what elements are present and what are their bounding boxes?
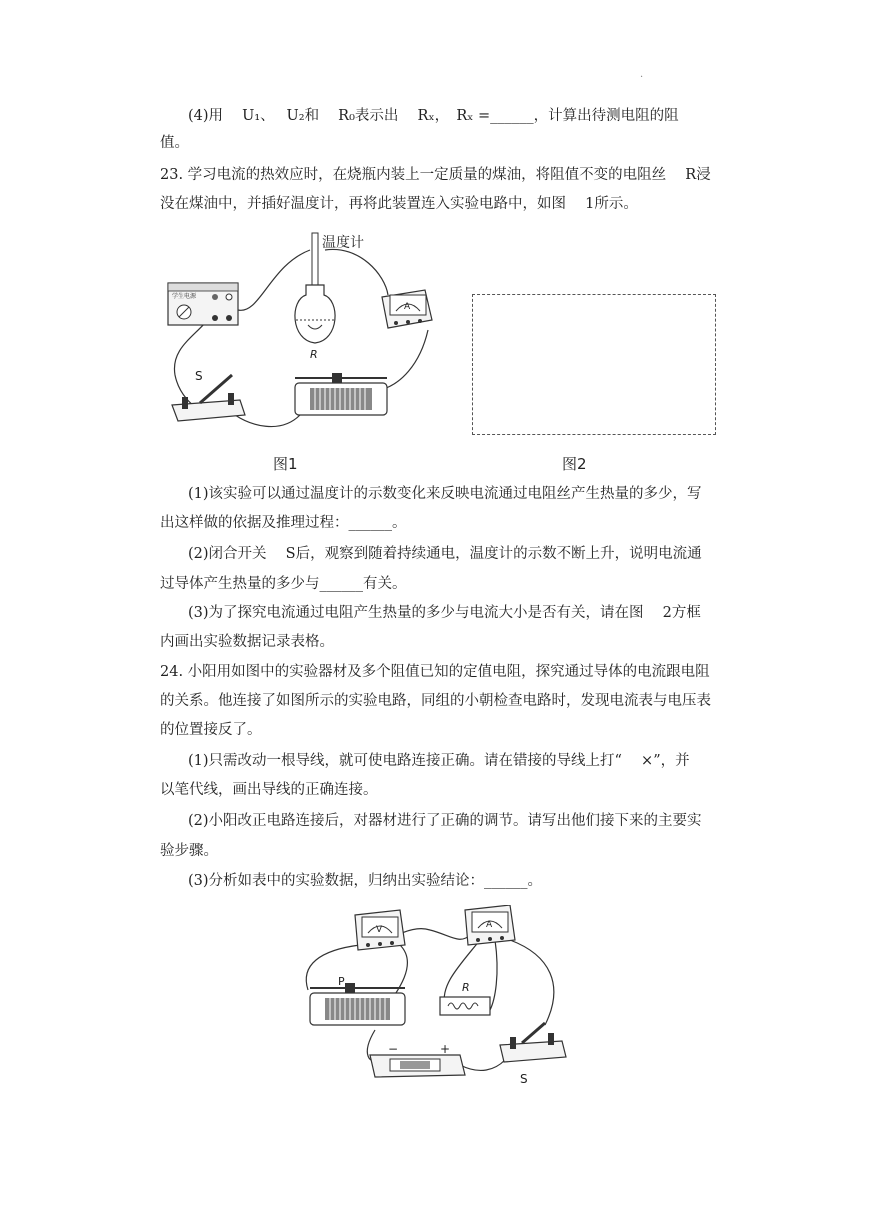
thermometer-label: 温度计	[322, 235, 364, 251]
wire	[510, 940, 554, 1025]
power-supply	[168, 283, 238, 325]
page-dot: ·	[640, 72, 644, 83]
q24-stem-line2: 的关系。他连接了如图所示的实验电路，同组的小朝检查电路时，发现电流表与电压表	[160, 693, 711, 709]
q23-part2-line2: 过导体产生热量的多少与______有关。	[160, 576, 407, 592]
q22-part4-line2: 值。	[160, 135, 189, 151]
q23-stem-line2: 没在煤油中，并插好温度计，再将此装置连入实验电路中，如图 1所示。	[160, 196, 638, 212]
figure-q24-circuit	[300, 905, 570, 1090]
wire	[490, 940, 497, 1010]
q24-stem-line1: 24. 小阳用如图中的实验器材及多个阻值已知的定值电阻，探究通过导体的电流跟电阻	[160, 664, 710, 680]
figure-1-caption: 图1	[273, 455, 298, 473]
ammeter-label: A	[404, 302, 411, 312]
ammeter	[382, 290, 432, 328]
q23-stem-line1: 23. 学习电流的热效应时，在烧瓶内装上一定质量的煤油，将阻值不变的电阻丝 R浸	[160, 167, 711, 183]
battery	[370, 1042, 465, 1077]
q24-stem-line3: 的位置接反了。	[160, 722, 262, 738]
voltmeter-label: V	[376, 925, 383, 935]
rheostat	[295, 373, 387, 415]
switch-label-2: S	[520, 1072, 528, 1086]
figure-2-caption: 图2	[562, 455, 587, 473]
resistor-label-2: R	[462, 981, 470, 994]
wire	[235, 415, 300, 427]
q23-part3-line2: 内画出实验数据记录表格。	[160, 634, 334, 650]
wire	[174, 310, 215, 415]
figure-2-dashed-box	[472, 294, 716, 435]
wire	[444, 940, 480, 1005]
plus-label: +	[440, 1042, 451, 1056]
q23-part1-line2: 出这样做的依据及推理过程：______。	[160, 515, 407, 531]
power-supply-label: 学生电源	[172, 293, 197, 300]
wire	[460, 1060, 505, 1070]
wire	[380, 330, 428, 390]
q24-part2-line2: 验步骤。	[160, 843, 218, 859]
voltmeter	[355, 910, 405, 950]
q24-part1-line1: (1)只需改动一根导线，就可使电路连接正确。请在错接的导线上打“ ×”，并	[188, 753, 690, 769]
minus-label: −	[388, 1042, 399, 1056]
q24-part2-line1: (2)小阳改正电路连接后，对器材进行了正确的调节。请写出他们接下来的主要实	[188, 813, 702, 829]
figure-1-circuit	[160, 225, 450, 435]
switch	[500, 1023, 566, 1086]
q23-part3-line1: (3)为了探究电流通过电阻产生热量的多少与电流大小是否有关，请在图 2方框	[188, 605, 701, 621]
ammeter	[465, 905, 515, 945]
resistor-label: R	[310, 348, 318, 361]
q24-part1-line2: 以笔代线，画出导线的正确连接。	[160, 782, 378, 798]
ammeter-label-2: A	[486, 920, 493, 930]
rheostat	[310, 975, 405, 1025]
q23-part1-line1: (1)该实验可以通过温度计的示数变化来反映电流通过电阻丝产生热量的多少，写	[188, 486, 702, 502]
slider-label: P	[338, 975, 345, 988]
q24-part3-line1: (3)分析如表中的实验数据，归纳出实验结论：______。	[188, 873, 543, 889]
wire	[325, 249, 388, 295]
q22-part4-line1: (4)用 U₁、 U₂和 R₀表示出 Rₓ， Rₓ =______，计算出待测电阻的阻	[188, 108, 679, 124]
q23-part2-line1: (2)闭合开关 S后，观察到随着持续通电，温度计的示数不断上升，说明电流通	[188, 546, 702, 562]
switch-label: S	[195, 369, 203, 383]
